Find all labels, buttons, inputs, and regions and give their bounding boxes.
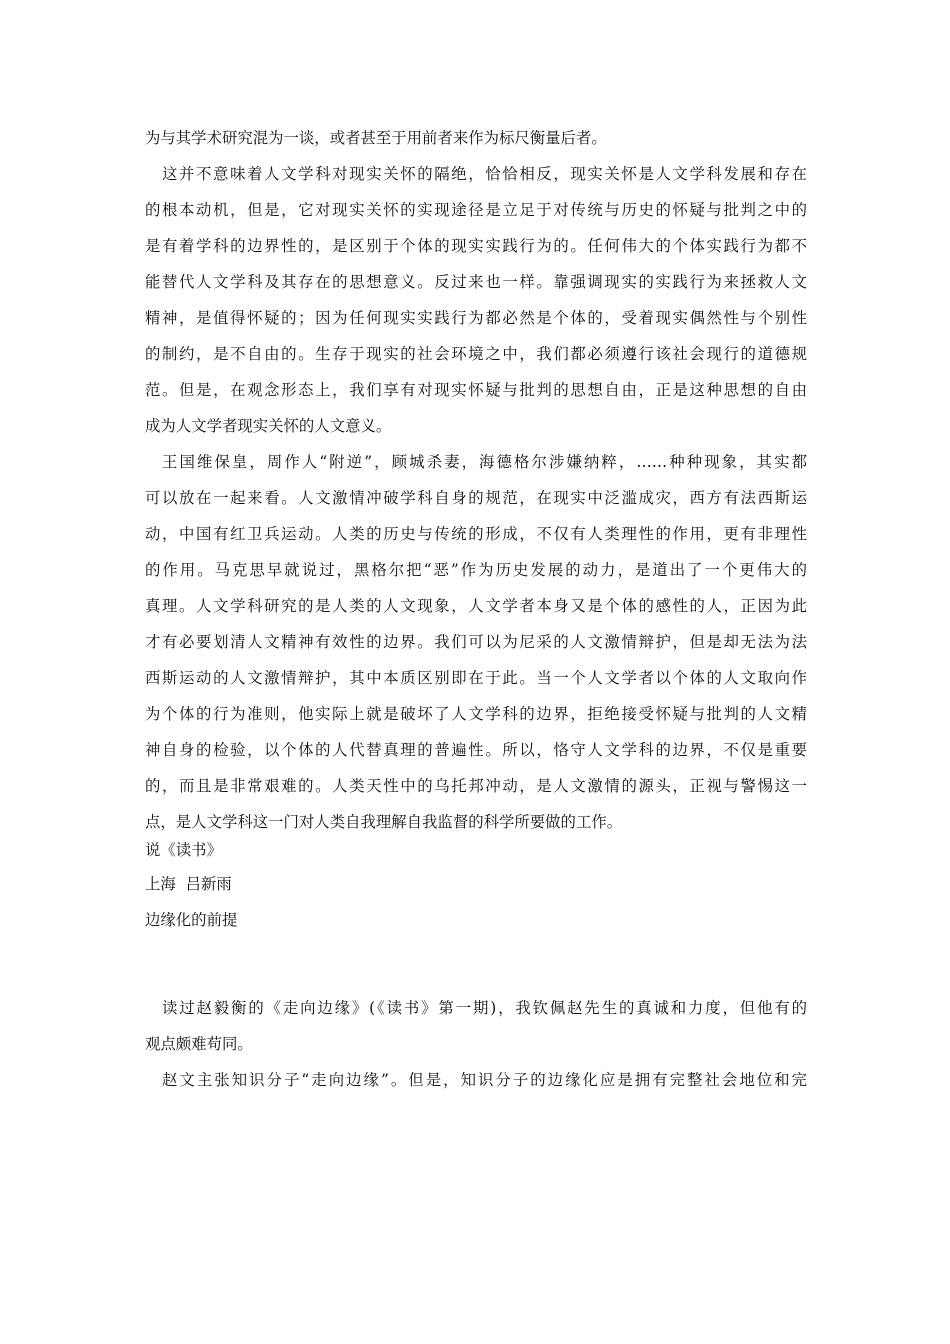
text-line: 范。但是，在观念形态上，我们享有对现实怀疑与批判的思想自由，正是这种思想的自由 (145, 381, 807, 399)
author-line: 上海 吕新雨 (145, 875, 232, 893)
text-line: 能替代人文学科及其存在的思想意义。反过来也一样。靠强调现实的实践行为来拯救人文 (145, 273, 807, 291)
section-heading: 说《读书》 (145, 841, 222, 859)
text-line: 动，中国有红卫兵运动。人类的历史与传统的形成，不仅有人类理性的作用，更有非理性 (145, 525, 807, 543)
text-line: 点，是人文学科这一门对人类自我理解自我监督的科学所要做的工作。 (145, 813, 623, 831)
text-line: 真理。人文学科研究的是人类的人文现象，人文学者本身又是个体的感性的人，正因为此 (145, 597, 807, 615)
paragraph-first-line: 赵文主张知识分子“走向边缘”。但是，知识分子的边缘化应是拥有完整社会地位和完 (162, 1071, 807, 1089)
text-line: 是有着学科的边界性的，是区别于个体的现实实践行为的。任何伟大的个体实践行为都不 (145, 237, 807, 255)
paragraph-first-line: 读过赵毅衡的《走向边缘》(《读书》第一期)，我钦佩赵先生的真诚和力度，但他有的 (162, 999, 807, 1017)
text-line: 成为人文学者现实关怀的人文意义。 (145, 417, 392, 435)
paragraph-first-line: 这并不意味着人文学科对现实关怀的隔绝，恰恰相反，现实关怀是人文学科发展和存在 (162, 165, 807, 183)
text-line: 观点颇难苟同。 (145, 1035, 253, 1053)
text-line: 为与其学术研究混为一谈，或者甚至于用前者来作为标尺衡量后者。 (145, 129, 607, 147)
text-line: 的根本动机，但是，它对现实关怀的实现途径是立足于对传统与历史的怀疑与批判之中的 (145, 201, 807, 219)
text-line: 才有必要划清人文精神有效性的边界。我们可以为尼采的人文激情辩护，但是却无法为法 (145, 633, 807, 651)
paragraph-first-line: 王国维保皇，周作人“附逆”，顾城杀妻，海德格尔涉嫌纳粹，……种种现象，其实都 (162, 453, 807, 471)
text-line: 精神，是值得怀疑的；因为任何现实实践行为都必然是个体的，受着现实偶然性与个别性 (145, 309, 807, 327)
text-line: 的，而且是非常艰难的。人类天性中的乌托邦冲动，是人文激情的源头，正视与警惕这一 (145, 777, 807, 795)
text-line: 的制约，是不自由的。生存于现实的社会环境之中，我们都必须遵行该社会现行的道德规 (145, 345, 807, 363)
text-line: 可以放在一起来看。人文激情冲破学科自身的规范，在现实中泛滥成灾，西方有法西斯运 (145, 489, 807, 507)
subheading: 边缘化的前提 (145, 911, 238, 929)
text-line: 西斯运动的人文激情辩护，其中本质区别即在于此。当一个人文学者以个体的人文取向作 (145, 669, 807, 687)
text-line: 的作用。马克思早就说过，黑格尔把“恶”作为历史发展的动力，是道出了一个更伟大的 (145, 561, 807, 579)
text-line: 为个体的行为准则，他实际上就是破坏了人文学科的边界，拒绝接受怀疑与批判的人文精 (145, 705, 807, 723)
text-line: 神自身的检验，以个体的人代替真理的普遍性。所以，恪守人文学科的边界，不仅是重要 (145, 741, 807, 759)
